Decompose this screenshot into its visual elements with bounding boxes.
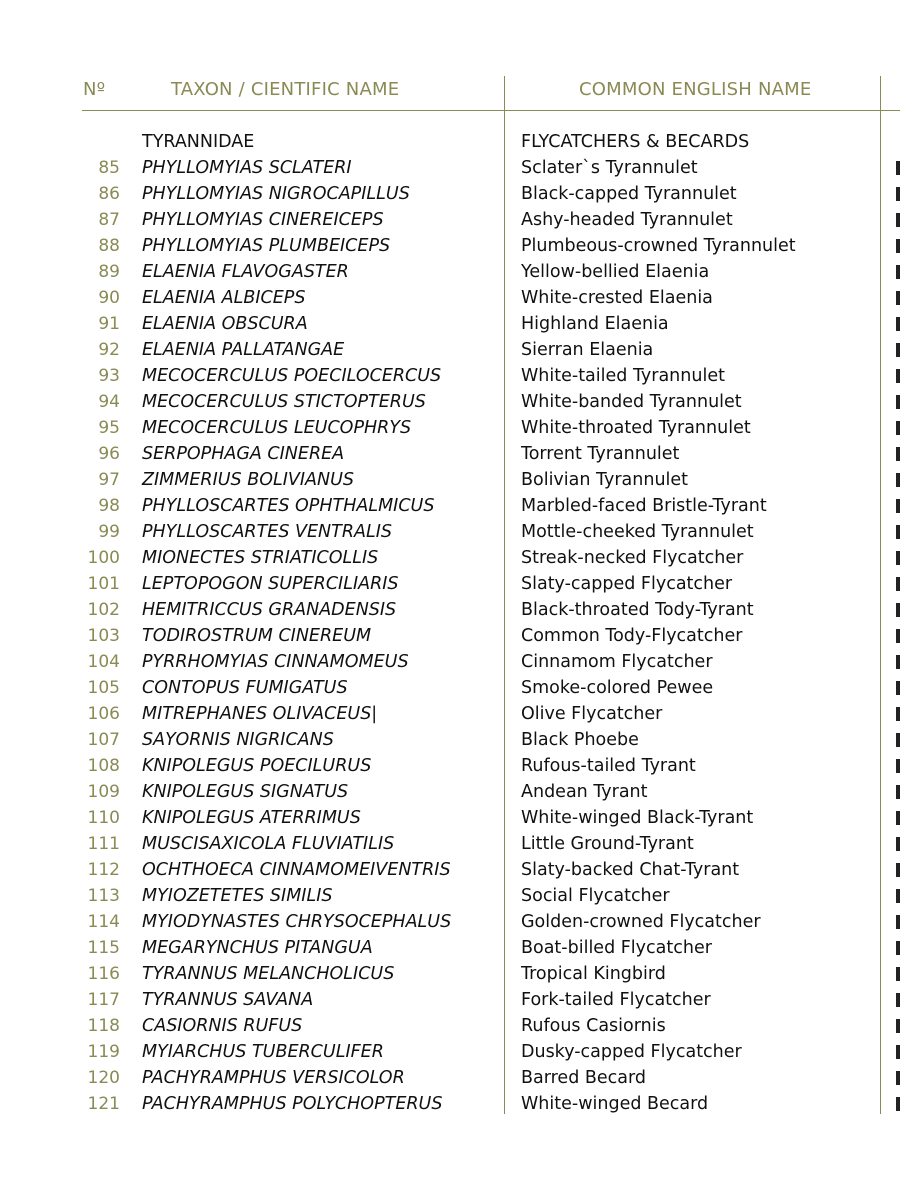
- species-number: 104: [87, 652, 120, 672]
- cropped-column-fragment: [896, 967, 900, 981]
- scientific-name: MECOCERCULUS LEUCOPHRYS: [142, 418, 412, 438]
- common-name: Torrent Tyrannulet: [521, 444, 680, 464]
- common-name: Smoke-colored Pewee: [521, 678, 714, 698]
- cropped-column-fragment: [896, 343, 900, 357]
- species-number: 105: [87, 678, 120, 698]
- table-row: [0, 467, 900, 493]
- species-number: 99: [98, 522, 120, 542]
- common-name: Barred Becard: [521, 1068, 646, 1088]
- species-number: 121: [87, 1094, 120, 1114]
- scientific-name: HEMITRICCUS GRANADENSIS: [142, 600, 397, 620]
- common-name: White-winged Becard: [521, 1094, 709, 1114]
- scientific-name: SAYORNIS NIGRICANS: [142, 730, 334, 750]
- species-number: 113: [87, 886, 120, 906]
- species-number: 95: [98, 418, 120, 438]
- scientific-name: PACHYRAMPHUS VERSICOLOR: [142, 1068, 405, 1088]
- cropped-column-fragment: [896, 811, 900, 825]
- species-number: 114: [87, 912, 120, 932]
- scientific-name: KNIPOLEGUS ATERRIMUS: [142, 808, 361, 828]
- scientific-name: TODIROSTRUM CINEREUM: [142, 626, 372, 646]
- cropped-column-fragment: [896, 1071, 900, 1085]
- species-number: 107: [87, 730, 120, 750]
- scientific-name: CASIORNIS RUFUS: [142, 1016, 303, 1036]
- scientific-name: MYIOZETETES SIMILIS: [142, 886, 333, 906]
- common-name: Cinnamom Flycatcher: [521, 652, 713, 672]
- species-number: 109: [87, 782, 120, 802]
- common-name: White-winged Black-Tyrant: [521, 808, 754, 828]
- column-header-common-name: COMMON ENGLISH NAME: [579, 79, 812, 100]
- species-number: 108: [87, 756, 120, 776]
- species-number: 88: [98, 236, 120, 256]
- cropped-column-fragment: [896, 421, 900, 435]
- table-row: [0, 493, 900, 519]
- table-row: [0, 181, 900, 207]
- table-row: [0, 545, 900, 571]
- scientific-name: KNIPOLEGUS SIGNATUS: [142, 782, 349, 802]
- common-name: Golden-crowned Flycatcher: [521, 912, 761, 932]
- species-number: 94: [98, 392, 120, 412]
- common-name: Sierran Elaenia: [521, 340, 654, 360]
- cropped-column-fragment: [896, 889, 900, 903]
- table-row: [0, 623, 900, 649]
- cropped-column-fragment: [896, 785, 900, 799]
- common-name: Black Phoebe: [521, 730, 639, 750]
- common-name: Common Tody-Flycatcher: [521, 626, 743, 646]
- column-header-number: Nº: [83, 79, 106, 100]
- scientific-name: ELAENIA OBSCURA: [142, 314, 308, 334]
- common-name: Bolivian Tyrannulet: [521, 470, 689, 490]
- cropped-column-fragment: [896, 265, 900, 279]
- species-number: 119: [87, 1042, 120, 1062]
- common-name: Little Ground-Tyrant: [521, 834, 694, 854]
- common-name: Rufous Casiornis: [521, 1016, 666, 1036]
- cropped-column-fragment: [896, 187, 900, 201]
- scientific-name: MEGARYNCHUS PITANGUA: [142, 938, 373, 958]
- species-number: 115: [87, 938, 120, 958]
- scientific-name: SERPOPHAGA CINEREA: [142, 444, 345, 464]
- common-name: Boat-billed Flycatcher: [521, 938, 712, 958]
- table-row: [0, 753, 900, 779]
- cropped-column-fragment: [896, 369, 900, 383]
- cropped-column-fragment: [896, 499, 900, 513]
- table-row: [0, 1091, 900, 1117]
- species-number: 111: [87, 834, 120, 854]
- scientific-name: ELAENIA PALLATANGAE: [142, 340, 345, 360]
- table-row: [0, 233, 900, 259]
- scientific-name: TYRANNUS MELANCHOLICUS: [142, 964, 395, 984]
- scientific-name: ELAENIA ALBICEPS: [142, 288, 306, 308]
- table-row: [0, 1039, 900, 1065]
- table-row: [0, 961, 900, 987]
- family-common-name: FLYCATCHERS & BECARDS: [521, 132, 750, 152]
- cropped-column-fragment: [896, 1097, 900, 1111]
- scientific-name: MYIARCHUS TUBERCULIFER: [142, 1042, 384, 1062]
- scientific-name: KNIPOLEGUS POECILURUS: [142, 756, 372, 776]
- cropped-column-fragment: [896, 733, 900, 747]
- cropped-column-fragment: [896, 291, 900, 305]
- cropped-column-fragment: [896, 525, 900, 539]
- species-number: 98: [98, 496, 120, 516]
- table-row: [0, 883, 900, 909]
- cropped-column-fragment: [896, 1045, 900, 1059]
- common-name: Rufous-tailed Tyrant: [521, 756, 696, 776]
- common-name: White-tailed Tyrannulet: [521, 366, 725, 386]
- common-name: Slaty-capped Flycatcher: [521, 574, 733, 594]
- common-name: Dusky-capped Flycatcher: [521, 1042, 742, 1062]
- cropped-column-fragment: [896, 759, 900, 773]
- species-number: 116: [87, 964, 120, 984]
- species-number: 117: [87, 990, 120, 1010]
- cropped-column-fragment: [896, 837, 900, 851]
- common-name: Mottle-cheeked Tyrannulet: [521, 522, 754, 542]
- header-divider: [82, 110, 900, 111]
- species-number: 90: [98, 288, 120, 308]
- scientific-name: PYRRHOMYIAS CINNAMOMEUS: [142, 652, 409, 672]
- table-row: [0, 155, 900, 181]
- common-name: Black-throated Tody-Tyrant: [521, 600, 754, 620]
- scientific-name: PHYLLOMYIAS SCLATERI: [142, 158, 352, 178]
- column-header-taxon: TAXON / CIENTIFIC NAME: [171, 79, 400, 100]
- table-row: [0, 831, 900, 857]
- cropped-column-fragment: [896, 551, 900, 565]
- cropped-column-fragment: [896, 161, 900, 175]
- species-table: [0, 129, 900, 1117]
- species-number: 92: [98, 340, 120, 360]
- common-name: White-throated Tyrannulet: [521, 418, 751, 438]
- cropped-column-fragment: [896, 941, 900, 955]
- species-number: 96: [98, 444, 120, 464]
- cropped-column-fragment: [896, 213, 900, 227]
- table-row: [0, 285, 900, 311]
- cropped-column-fragment: [896, 629, 900, 643]
- table-row: [0, 311, 900, 337]
- common-name: Streak-necked Flycatcher: [521, 548, 744, 568]
- family-scientific-name: TYRANNIDAE: [142, 132, 255, 152]
- species-number: 100: [87, 548, 120, 568]
- table-row: [0, 727, 900, 753]
- scientific-name: OCHTHOECA CINNAMOMEIVENTRIS: [142, 860, 451, 880]
- table-row: [0, 441, 900, 467]
- cropped-column-fragment: [896, 447, 900, 461]
- table-row: [0, 779, 900, 805]
- scientific-name: PHYLLOMYIAS NIGROCAPILLUS: [142, 184, 410, 204]
- table-row: [0, 987, 900, 1013]
- table-row: [0, 649, 900, 675]
- species-number: 102: [87, 600, 120, 620]
- common-name: Social Flycatcher: [521, 886, 670, 906]
- common-name: Fork-tailed Flycatcher: [521, 990, 711, 1010]
- table-row: [0, 909, 900, 935]
- species-number: 86: [98, 184, 120, 204]
- common-name: Tropical Kingbird: [521, 964, 666, 984]
- table-row: [0, 597, 900, 623]
- cropped-column-fragment: [896, 915, 900, 929]
- cropped-column-fragment: [896, 473, 900, 487]
- cropped-column-fragment: [896, 707, 900, 721]
- cropped-column-fragment: [896, 993, 900, 1007]
- cropped-column-fragment: [896, 1019, 900, 1033]
- scientific-name: PHYLLOSCARTES OPHTHALMICUS: [142, 496, 435, 516]
- common-name: Black-capped Tyrannulet: [521, 184, 737, 204]
- species-number: 118: [87, 1016, 120, 1036]
- common-name: Sclater`s Tyrannulet: [521, 158, 698, 178]
- table-row: [0, 935, 900, 961]
- common-name: Andean Tyrant: [521, 782, 648, 802]
- table-row: [0, 701, 900, 727]
- cropped-column-fragment: [896, 863, 900, 877]
- scientific-name: TYRANNUS SAVANA: [142, 990, 314, 1010]
- table-row: [0, 415, 900, 441]
- table-row: [0, 1065, 900, 1091]
- scientific-name: MUSCISAXICOLA FLUVIATILIS: [142, 834, 395, 854]
- species-number: 106: [87, 704, 120, 724]
- scientific-name: MECOCERCULUS POECILOCERCUS: [142, 366, 442, 386]
- species-number: 110: [87, 808, 120, 828]
- scientific-name: ZIMMERIUS BOLIVIANUS: [142, 470, 355, 490]
- cropped-column-fragment: [896, 395, 900, 409]
- species-number: 97: [98, 470, 120, 490]
- species-number: 89: [98, 262, 120, 282]
- species-number: 85: [98, 158, 120, 178]
- species-number: 93: [98, 366, 120, 386]
- table-row: [0, 207, 900, 233]
- species-number: 87: [98, 210, 120, 230]
- scientific-name: PHYLLOMYIAS PLUMBEICEPS: [142, 236, 391, 256]
- family-row: [0, 129, 900, 155]
- common-name: Olive Flycatcher: [521, 704, 663, 724]
- scientific-name: MYIODYNASTES CHRYSOCEPHALUS: [142, 912, 452, 932]
- table-row: [0, 363, 900, 389]
- scientific-name: PHYLLOMYIAS CINEREICEPS: [142, 210, 384, 230]
- common-name: Highland Elaenia: [521, 314, 669, 334]
- scientific-name: LEPTOPOGON SUPERCILIARIS: [142, 574, 399, 594]
- table-row: [0, 1013, 900, 1039]
- scientific-name: MIONECTES STRIATICOLLIS: [142, 548, 379, 568]
- cropped-column-fragment: [896, 239, 900, 253]
- scientific-name: CONTOPUS FUMIGATUS: [142, 678, 348, 698]
- species-number: 120: [87, 1068, 120, 1088]
- scientific-name: MECOCERCULUS STICTOPTERUS: [142, 392, 426, 412]
- scientific-name: ELAENIA FLAVOGASTER: [142, 262, 349, 282]
- cropped-column-fragment: [896, 577, 900, 591]
- table-row: [0, 805, 900, 831]
- species-number: 101: [87, 574, 120, 594]
- cropped-column-fragment: [896, 603, 900, 617]
- common-name: Ashy-headed Tyrannulet: [521, 210, 733, 230]
- common-name: White-crested Elaenia: [521, 288, 713, 308]
- common-name: Yellow-bellied Elaenia: [521, 262, 710, 282]
- table-row: [0, 519, 900, 545]
- species-number: 112: [87, 860, 120, 880]
- cropped-column-fragment: [896, 681, 900, 695]
- table-row: [0, 259, 900, 285]
- table-row: [0, 389, 900, 415]
- cropped-column-fragment: [896, 655, 900, 669]
- common-name: Marbled-faced Bristle-Tyrant: [521, 496, 767, 516]
- cropped-column-fragment: [896, 317, 900, 331]
- common-name: Slaty-backed Chat-Tyrant: [521, 860, 740, 880]
- common-name: Plumbeous-crowned Tyrannulet: [521, 236, 796, 256]
- table-row: [0, 571, 900, 597]
- table-row: [0, 337, 900, 363]
- scientific-name: MITREPHANES OLIVACEUS|: [142, 704, 378, 724]
- common-name: White-banded Tyrannulet: [521, 392, 742, 412]
- scientific-name: PACHYRAMPHUS POLYCHOPTERUS: [142, 1094, 443, 1114]
- species-number: 103: [87, 626, 120, 646]
- table-row: [0, 857, 900, 883]
- scientific-name: PHYLLOSCARTES VENTRALIS: [142, 522, 392, 542]
- species-number: 91: [98, 314, 120, 334]
- table-row: [0, 675, 900, 701]
